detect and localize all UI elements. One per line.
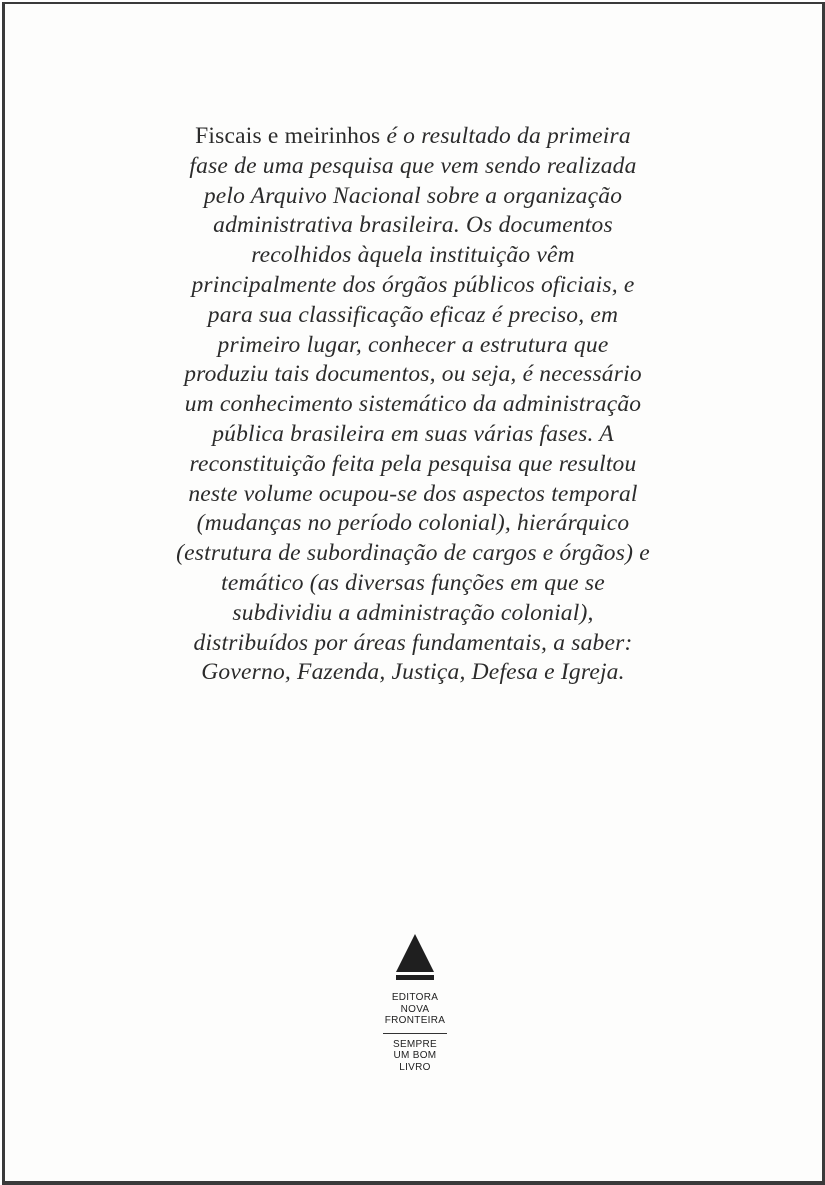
publisher-name-line: FRONTEIRA: [384, 1015, 446, 1026]
blurb-line: [133, 152, 693, 182]
blurb-text: é o resultado da primeira: [380, 123, 631, 149]
publisher-name-line: NOVA: [400, 1003, 430, 1015]
publisher-name-line: EDITORA: [391, 992, 439, 1003]
blurb-line: [133, 629, 693, 659]
publisher-logo: [345, 934, 485, 1073]
blurb-text: Governo, Fazenda, Justiça, Defesa e Igreja.: [201, 659, 625, 686]
blurb-text: (mudanças no período colonial), hierárquico: [196, 510, 630, 537]
blurb-text: pública brasileira em suas várias fases. A: [212, 420, 614, 447]
publisher-motto: [345, 1039, 485, 1074]
publisher-triangle-icon: [396, 934, 434, 972]
blurb-text: fase de uma pesquisa que vem sendo realizada: [189, 152, 637, 179]
blurb-line: [133, 271, 693, 301]
blurb-line: [133, 182, 693, 212]
blurb-text: neste volume ocupou-se dos aspectos temporal: [188, 480, 638, 507]
publisher-motto-line: SEMPRE: [392, 1038, 438, 1050]
blurb-line: [133, 420, 693, 450]
publisher-divider: [383, 1033, 447, 1034]
blurb-line: [133, 122, 693, 152]
blurb-text: subdividiu a administração colonial),: [232, 599, 594, 626]
blurb-line: [133, 569, 693, 599]
blurb-text: temático (as diversas funções em que se: [221, 569, 605, 596]
blurb-line: [133, 539, 693, 569]
publisher-name: [345, 992, 485, 1027]
back-cover-blurb: [133, 122, 693, 688]
blurb-text: principalmente dos órgãos públicos oficiais, e: [191, 271, 635, 298]
blurb-text: reconstituição feita pela pesquisa que resultou: [189, 450, 637, 477]
blurb-line: [133, 480, 693, 510]
publisher-logo-bar: [396, 975, 434, 980]
blurb-text: produziu tais documentos, ou seja, é necessário: [184, 361, 642, 388]
blurb-line: [133, 509, 693, 539]
publisher-motto-line: UM BOM: [393, 1050, 437, 1061]
blurb-line: [133, 301, 693, 331]
blurb-text: pelo Arquivo Nacional sobre a organização: [203, 182, 623, 209]
blurb-text: para sua classificação eficaz é preciso, em: [207, 301, 619, 328]
publisher-motto-line: LIVRO: [399, 1061, 431, 1073]
back-cover: [2, 2, 825, 1185]
blurb-line: [133, 450, 693, 480]
blurb-line: [133, 599, 693, 629]
blurb-line: [133, 390, 693, 420]
blurb-text: primeiro lugar, conhecer a estrutura que: [217, 331, 609, 358]
blurb-line: [133, 211, 693, 241]
blurb-line: [133, 331, 693, 361]
blurb-text: recolhidos àquela instituição vêm: [251, 242, 575, 269]
blurb-text: administrativa brasileira. Os documentos: [213, 212, 613, 239]
blurb-line: [133, 360, 693, 390]
blurb-title-text: Fiscais e meirinhos: [195, 123, 381, 149]
blurb-line: [133, 658, 693, 688]
blurb-text: distribuídos por áreas fundamentais, a saber:: [193, 629, 633, 656]
blurb-text: (estrutura de subordinação de cargos e órgãos) e: [176, 540, 650, 567]
blurb-text: um conhecimento sistemático da administração: [184, 391, 642, 418]
blurb-line: [133, 241, 693, 271]
